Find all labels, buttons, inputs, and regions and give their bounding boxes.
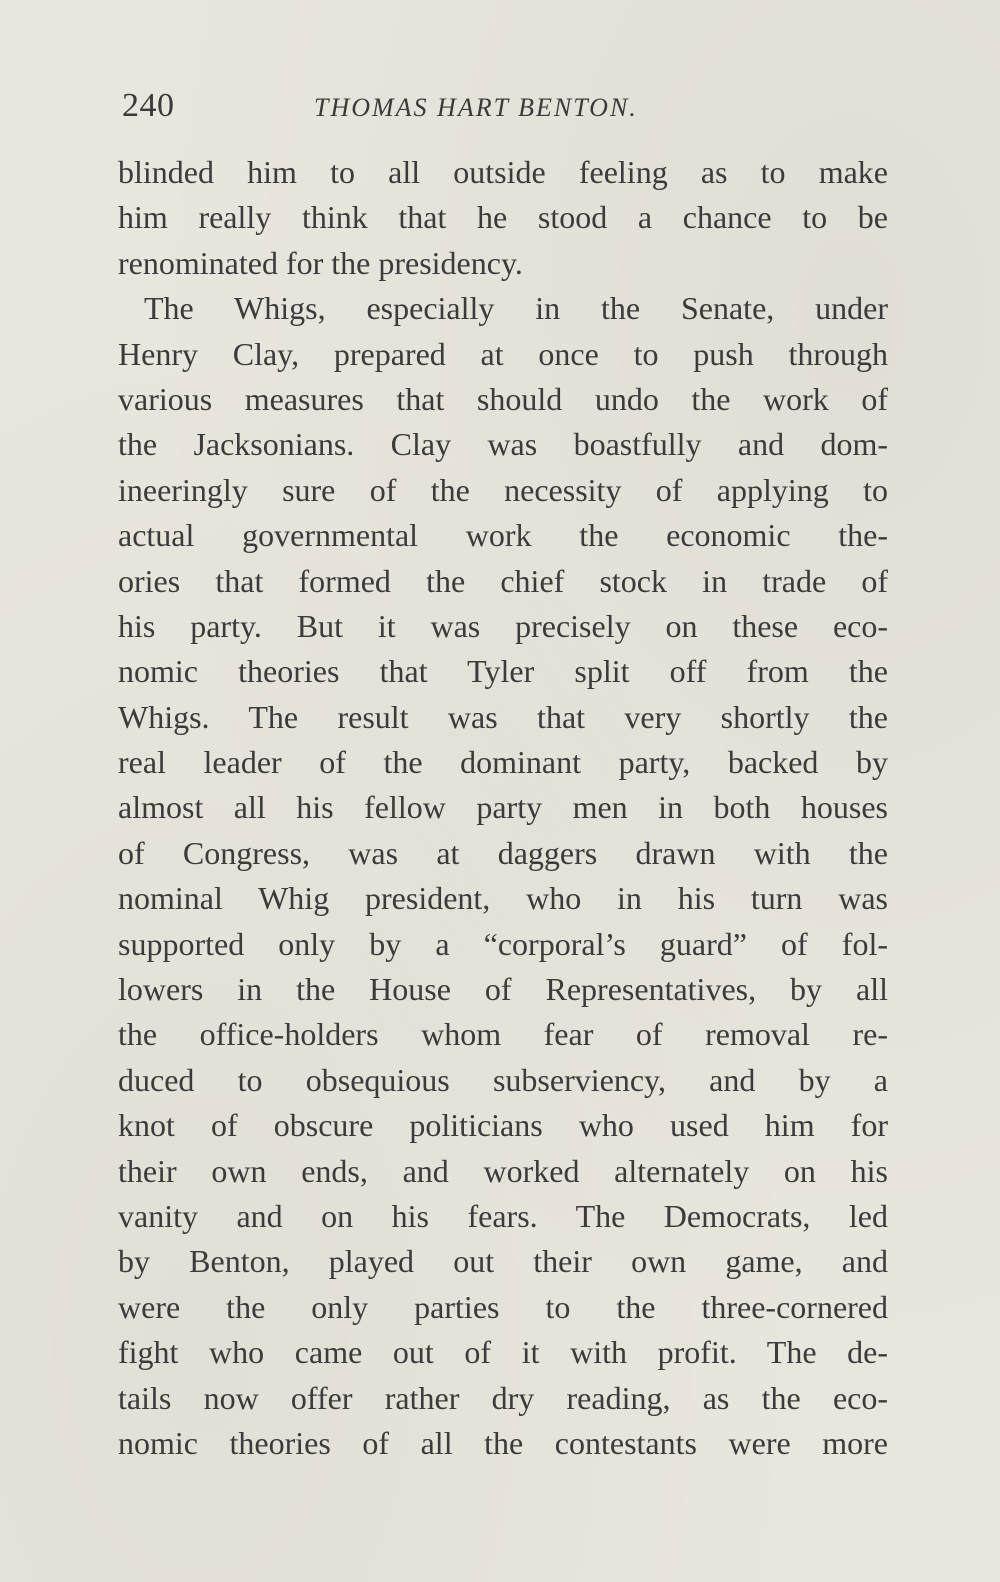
running-title: THOMAS HART BENTON. [314,93,638,122]
text-line: supported only by a “corporal’s guard” of fol- [118,925,888,962]
text-line: real leader of the dominant party, backed by [118,744,888,781]
text-line: were the only parties to the three-cornered [118,1288,888,1325]
page-header [122,84,882,134]
text-line: nomic theories that Tyler split off from the [118,653,888,690]
text-line: almost all his fellow party men in both houses [118,789,888,826]
text-line: by Benton, played out their own game, and [118,1243,888,1280]
text-line: tails now offer rather dry reading, as the eco- [118,1379,888,1416]
text-line: the Jacksonians. Clay was boastfully and dom- [118,426,888,463]
text-line: nomic theories of all the contestants were more [118,1424,888,1461]
text-line: vanity and on his fears. The Democrats, led [118,1197,888,1234]
text-line: Whigs. The result was that very shortly the [118,698,888,735]
text-line: various measures that should undo the work of [118,380,888,417]
text-line: actual governmental work the economic the- [118,517,888,554]
text-line: fight who came out of it with profit. The de- [118,1334,888,1371]
text-line: duced to obsequious subserviency, and by a [118,1061,888,1098]
body-text [118,150,888,1466]
text-line: Henry Clay, prepared at once to push through [118,335,888,372]
text-line: him really think that he stood a chance to be [118,199,888,236]
text-line: his party. But it was precisely on these eco- [118,607,888,644]
text-line: of Congress, was at daggers drawn with the [118,834,888,871]
text-line: knot of obscure politicians who used him for [118,1107,888,1144]
text-line: lowers in the House of Representatives, by all [118,971,888,1008]
text-line: their own ends, and worked alternately on his [118,1152,888,1189]
text-line: renominated for the presidency. [118,244,523,281]
text-line: ories that formed the chief stock in trade of [118,562,888,599]
text-line: the office-holders whom fear of removal re- [118,1016,888,1053]
text-line: nominal Whig president, who in his turn was [118,880,888,917]
page-number: 240 [122,87,175,124]
text-line: ineeringly sure of the necessity of applying to [118,471,888,508]
text-line: The Whigs, especially in the Senate, under [144,290,888,327]
text-line: blinded him to all outside feeling as to make [118,154,888,190]
